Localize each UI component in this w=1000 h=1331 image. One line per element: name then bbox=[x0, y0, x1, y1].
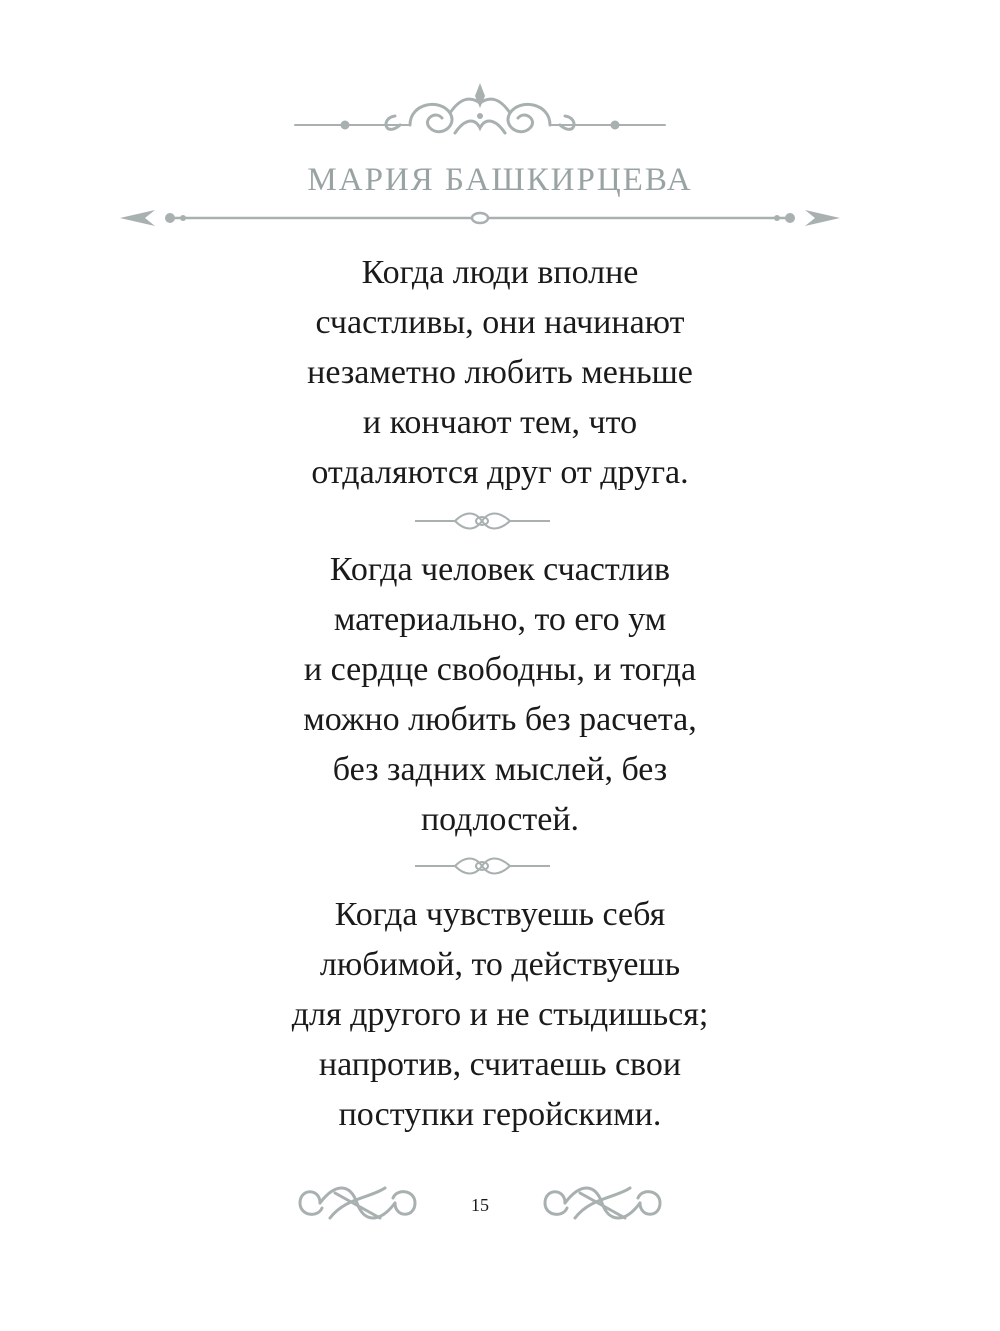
footer-left-flourish bbox=[290, 1178, 425, 1228]
quote-block-3 bbox=[0, 890, 1000, 1140]
header-author-name: МАРИЯ БАШКИРЦЕВА bbox=[307, 162, 693, 198]
quote-line: поступки геройскими. bbox=[338, 1096, 662, 1133]
quote-line: для другого и не стыдишься; bbox=[291, 996, 709, 1033]
quote-line: незаметно любить меньше bbox=[307, 354, 693, 391]
divider-ornament bbox=[410, 853, 555, 879]
divider-ornament bbox=[410, 508, 555, 534]
quote-line: и кончают тем, что bbox=[362, 404, 638, 441]
quote-line: материально, то его ум bbox=[333, 601, 667, 638]
header-rule-ornament bbox=[115, 198, 845, 238]
quote-line: Когда чувствуешь себя bbox=[334, 896, 666, 933]
quote-line: без задних мыслей, без bbox=[332, 751, 668, 788]
quote-line: можно любить без расчета, bbox=[303, 701, 697, 738]
quote-line: счастливы, они начинают bbox=[315, 304, 685, 341]
top-flourish-ornament bbox=[290, 78, 670, 148]
page-number: 15 bbox=[471, 1195, 489, 1215]
quote-line: и сердце свободны, и тогда bbox=[303, 651, 697, 688]
quote-line: Когда люди вполне bbox=[361, 254, 639, 291]
quote-line: Когда человек счастлив bbox=[329, 551, 671, 588]
quote-block-2 bbox=[0, 545, 1000, 845]
quote-line: отдаляются друг от друга. bbox=[311, 454, 689, 491]
quote-line: напротив, считаешь свои bbox=[318, 1046, 682, 1083]
quote-line: любимой, то действуешь bbox=[319, 946, 681, 983]
quote-line: подлостей. bbox=[420, 801, 580, 838]
footer-right-flourish bbox=[535, 1178, 670, 1228]
quote-block-1 bbox=[0, 248, 1000, 498]
